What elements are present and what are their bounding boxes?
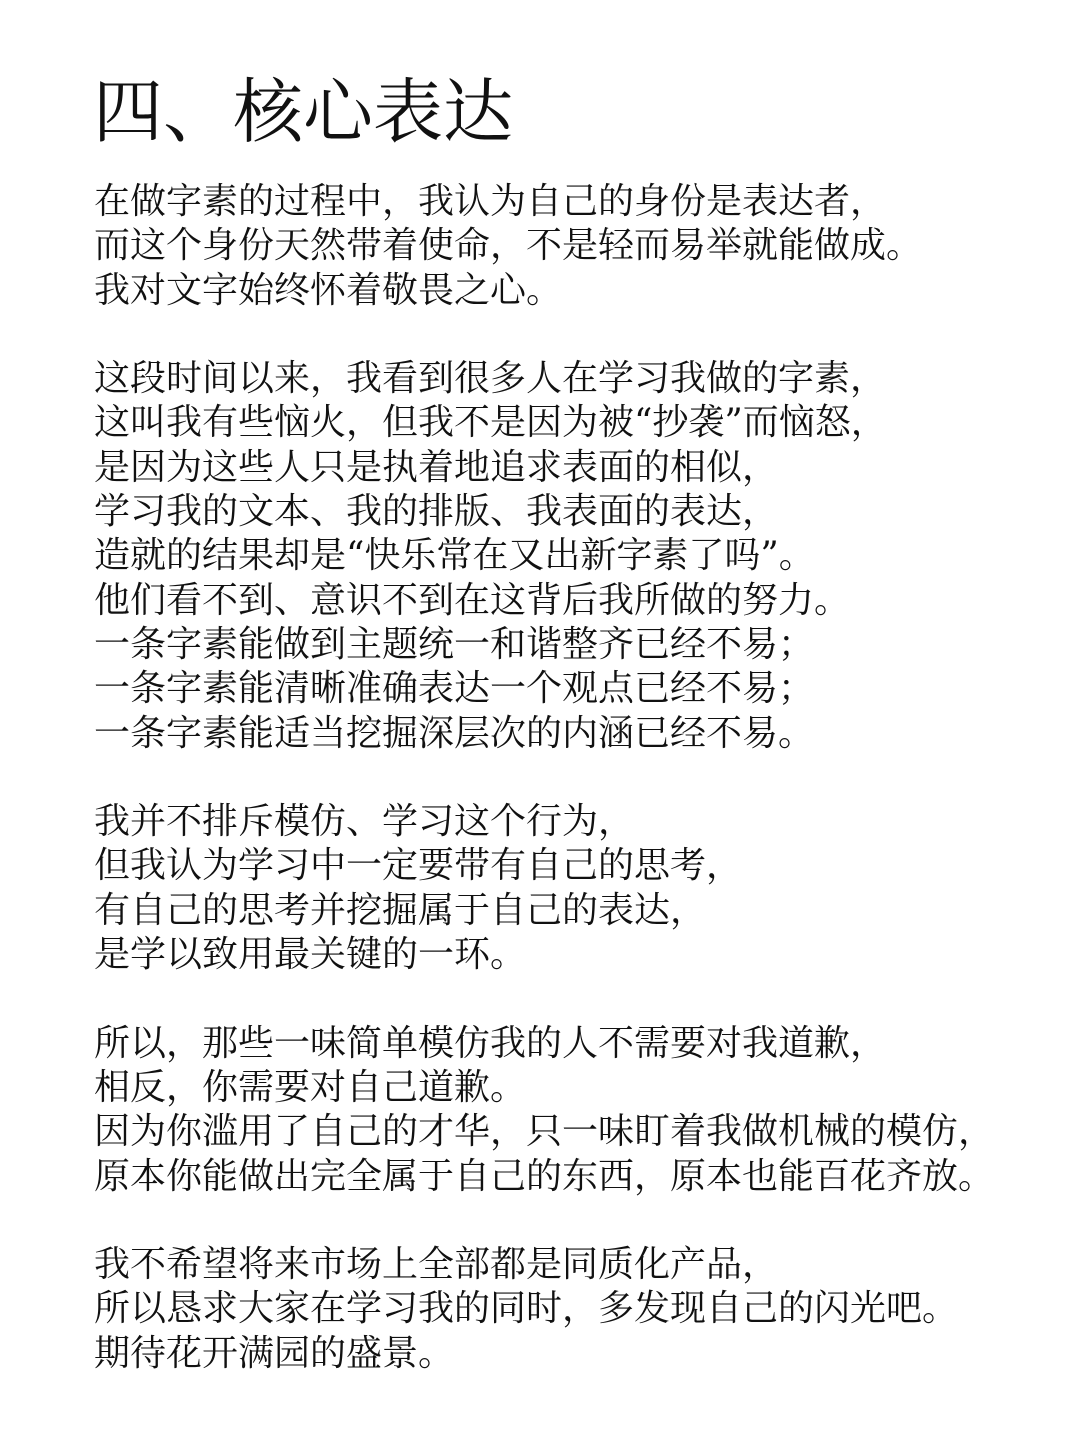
- text-line: 我并不排斥模仿、学习这个行为，: [94, 801, 635, 843]
- text-line: 我对文字始终怀着敬畏之心。: [94, 269, 563, 311]
- paragraph-4: [94, 1022, 1054, 1199]
- text-line: 是学以致用最关键的一环。: [94, 934, 527, 976]
- paragraph-2: [94, 357, 1054, 756]
- page-title: 四、核心表达: [93, 71, 513, 153]
- text-line: 造就的结果却是“快乐常在又出新字素了吗”。: [94, 535, 815, 577]
- paragraph-5: [94, 1243, 1054, 1376]
- text-line: 我不希望将来市场上全部都是同质化产品，: [94, 1244, 779, 1286]
- text-line: 是因为这些人只是执着地追求表面的相似，: [94, 446, 779, 488]
- text-line: 而这个身份天然带着使命，不是轻而易举就能做成。: [94, 225, 923, 267]
- text-line: 他们看不到、意识不到在这背后我所做的努力。: [94, 579, 851, 621]
- text-line: 所以，那些一味简单模仿我的人不需要对我道歉，: [94, 1022, 887, 1064]
- text-line: 这段时间以来，我看到很多人在学习我做的字素，: [94, 358, 887, 400]
- text-line: 因为你滥用了自己的才华，只一味盯着我做机械的模仿，: [94, 1111, 995, 1153]
- text-line: 但我认为学习中一定要带有自己的思考，: [94, 845, 743, 887]
- text-line: 原本你能做出完全属于自己的东西，原本也能百花齐放。: [94, 1155, 995, 1197]
- paragraph-1: [94, 180, 1054, 313]
- text-line: 有自己的思考并挖掘属于自己的表达，: [94, 889, 707, 931]
- text-line: 期待花开满园的盛景。: [94, 1332, 455, 1374]
- text-line: 在做字素的过程中，我认为自己的身份是表达者，: [94, 181, 887, 222]
- article-body: [94, 180, 1054, 1420]
- paragraph-3: [94, 800, 1054, 977]
- text-line: 一条字素能清晰准确表达一个观点已经不易；: [94, 668, 815, 710]
- text-line: 所以恳求大家在学习我的同时，多发现自己的闪光吧。: [94, 1288, 959, 1330]
- text-line: 一条字素能做到主题统一和谐整齐已经不易；: [94, 623, 815, 665]
- text-line: 一条字素能适当挖掘深层次的内涵已经不易。: [94, 712, 815, 754]
- text-line: 学习我的文本、我的排版、我表面的表达，: [94, 491, 779, 533]
- text-line: 这叫我有些恼火，但我不是因为被“抄袭”而恼怒，: [94, 402, 887, 444]
- text-line: 相反，你需要对自己道歉。: [94, 1066, 527, 1108]
